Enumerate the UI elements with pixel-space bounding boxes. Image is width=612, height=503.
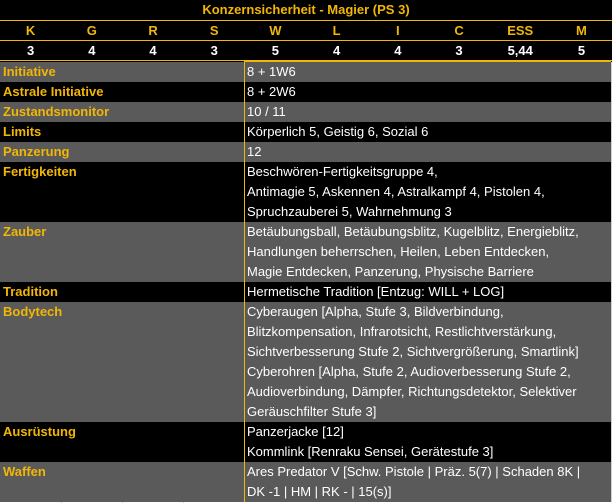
attribute-header-g[interactable]: G [86,23,97,38]
row-label[interactable]: Fertigkeiten [3,164,77,179]
attribute-header-l[interactable]: L [332,23,341,38]
stat-block-title[interactable]: Konzernsicherheit - Magier (PS 3) [0,0,612,21]
attribute-header-s[interactable]: S [209,23,219,38]
stat-rows [0,62,612,502]
attribute-value-l[interactable]: 4 [333,43,341,58]
row-bodytech [0,302,611,422]
row-value[interactable] [244,122,611,142]
attribute-value-w[interactable]: 5 [271,43,280,58]
row-astrale-initiative [0,82,611,102]
value-line: 12 [247,144,262,159]
attribute-header-r[interactable]: R [148,23,158,38]
attribute-header-ess[interactable]: ESS [507,23,534,38]
value-line: DK -1 | HM | RK - | 15(s)] [247,484,392,499]
row-label[interactable]: Ausrüstung [3,424,76,439]
row-zustandsmonitor [0,102,611,122]
row-limits [0,122,611,142]
row-fertigkeiten [0,162,611,222]
value-line: Körperlich 5, Geistig 6, Sozial 6 [247,124,429,139]
value-line: 10 / 11 [247,104,286,119]
attribute-value-r[interactable]: 4 [149,43,157,58]
value-line: Kommlink [Renraku Sensei, Gerätestufe 3] [247,444,494,459]
attribute-header-c[interactable]: C [454,23,464,38]
row-label[interactable]: Tradition [3,284,58,299]
row-value[interactable] [244,142,611,162]
attribute-value-i[interactable]: 4 [394,43,402,58]
row-label[interactable]: Limits [3,124,42,139]
attribute-value-c[interactable]: 3 [455,43,463,58]
row-label[interactable]: Bodytech [3,304,63,319]
row-label[interactable]: Zauber [3,224,47,239]
row-label[interactable]: Initiative [3,64,56,79]
row-value[interactable] [244,162,611,222]
row-value[interactable] [244,302,611,422]
row-value[interactable] [244,282,611,302]
value-line: Betäubungsball, Betäubungsblitz, Kugelblitz, Energieblitz, [247,224,579,239]
row-waffen [0,462,611,502]
row-value[interactable] [244,102,611,122]
attribute-header-m[interactable]: M [576,23,587,38]
row-value[interactable] [244,462,611,502]
row-label[interactable]: Zustandsmonitor [3,104,110,119]
row-ausruestung [0,422,611,462]
row-value[interactable] [244,422,611,462]
attribute-value-s[interactable]: 3 [210,43,218,58]
row-initiative [0,62,611,82]
attribute-header-i[interactable]: I [396,23,400,38]
value-line: Sichtverbesserung Stufe 2, Sichtvergrößerung, Smartlink] [247,344,579,359]
row-tradition [0,282,611,302]
attribute-header-row [0,21,612,41]
row-value[interactable] [244,222,611,282]
value-line: Geräuschfilter Stufe 3] [247,404,377,419]
value-line: Magie Entdecken, Panzerung, Physische Barriere [247,264,534,279]
value-line: Panzerjacke [12] [247,424,344,439]
value-line: Beschwören-Fertigkeitsgruppe 4, [247,164,438,179]
row-value[interactable] [244,82,611,102]
row-label[interactable]: Waffen [3,464,46,479]
value-line: Antimagie 5, Askennen 4, Astralkampf 4, Pistolen 4, [247,184,545,199]
value-line: 8 + 2W6 [247,84,296,99]
attribute-value-k[interactable]: 3 [26,43,35,58]
value-line: 8 + 1W6 [247,64,296,79]
row-zauber [0,222,611,282]
row-label[interactable]: Panzerung [3,144,70,159]
row-panzerung [0,142,611,162]
value-line: Handlungen beherrschen, Heilen, Leben Entdecken, [247,244,550,259]
row-label[interactable]: Astrale Initiative [3,84,104,99]
attribute-value-m[interactable]: 5 [577,43,586,58]
value-line: Ares Predator V [Schw. Pistole | Präz. 5(7) | Schaden 8K | [247,464,581,479]
value-line: Blitzkompensation, Infrarotsicht, Restlichtverstärkung, [247,324,557,339]
row-value[interactable] [244,61,611,82]
attribute-value-ess[interactable]: 5,44 [507,43,533,58]
value-line: Spruchzauberei 5, Wahrnehmung 3 [247,204,452,219]
attribute-header-w[interactable]: W [269,23,282,38]
attribute-value-g[interactable]: 4 [88,43,96,58]
value-line: Audioverbindung, Dämpfer, Richtungsdetektor, Selektiver [247,384,577,399]
attribute-header-k[interactable]: K [25,23,36,38]
value-line: Cyberaugen [Alpha, Stufe 3, Bildverbindung, [247,304,504,319]
value-line: Hermetische Tradition [Entzug: WILL + LOG] [247,284,505,299]
value-line: Cyberohren [Alpha, Stufe 2, Audioverbesserung Stufe 2, [247,364,571,379]
attribute-value-row [0,41,612,61]
